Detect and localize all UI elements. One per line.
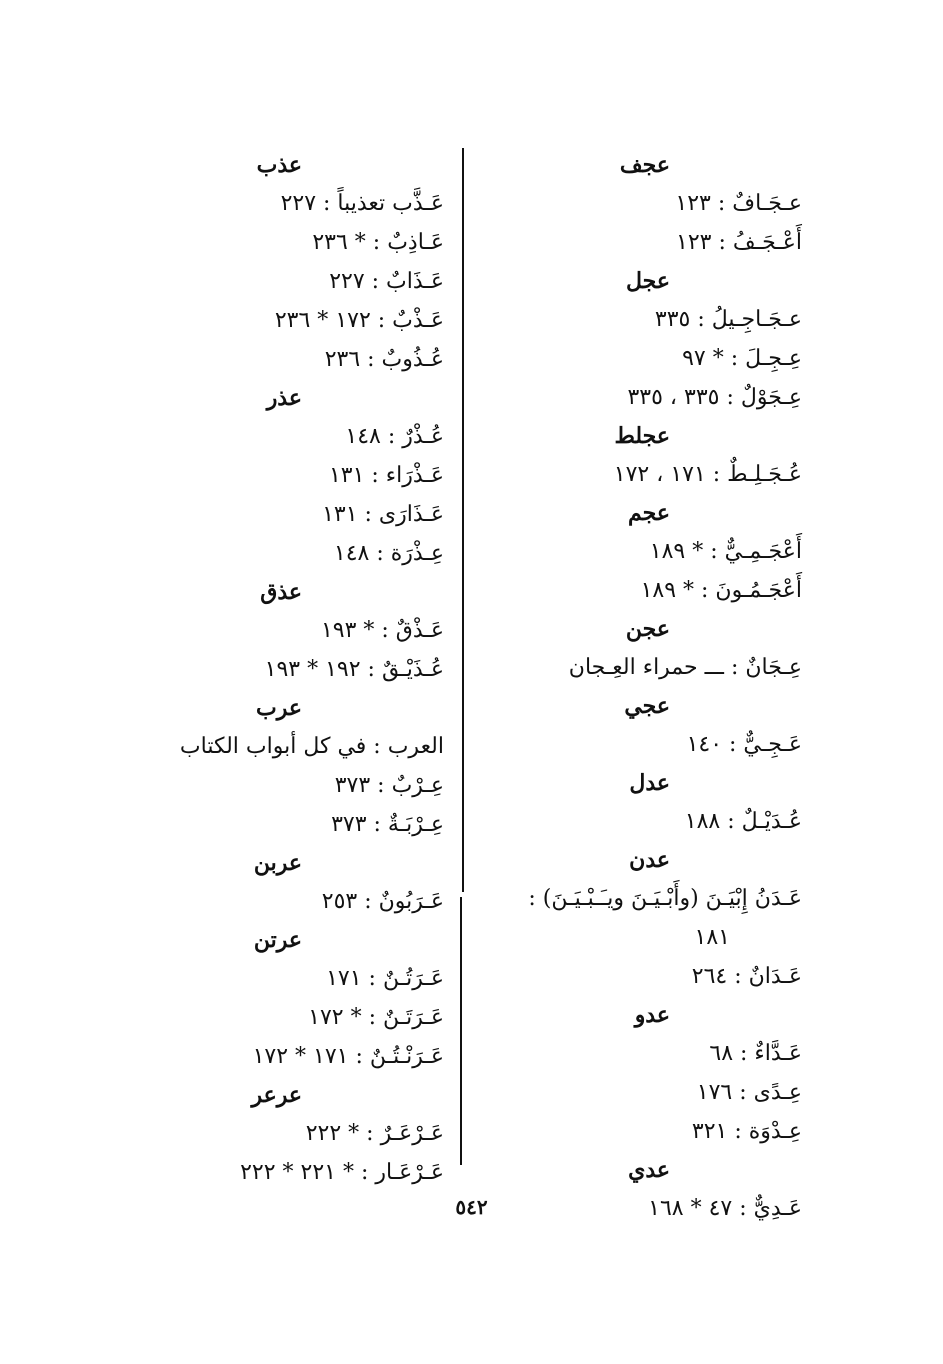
index-entry: عَـرَتُـنٌ : ١٧١ <box>326 966 444 991</box>
index-entry: عِـرْبٌ : ٣٧٣ <box>334 773 444 798</box>
root-heading: عجن <box>625 616 670 642</box>
index-entry: عَـرْعَـار : * ٢٢١ * ٢٢٢ <box>240 1160 444 1185</box>
index-entry: عَـرَتَـنٌ : * ١٧٢ <box>308 1005 444 1030</box>
root-heading: عجل <box>626 268 670 294</box>
root-heading: عرب <box>256 695 302 721</box>
index-entry: أَعْجَـمُـونَ : * ١٨٩ <box>640 578 802 603</box>
root-heading: عذق <box>260 579 302 605</box>
index-entry: عِـجِـلَ : * ٩٧ <box>682 346 802 371</box>
index-entry: عِـرْبَـةٌ : ٣٧٣ <box>331 812 444 837</box>
root-heading: عدن <box>629 847 670 873</box>
page-number: ٥٤٢ <box>455 1195 488 1219</box>
index-entry: أَعْجَـمِـيٌّ : * ١٨٩ <box>649 539 802 564</box>
index-entry: عُـذْرٌ : ١٤٨ <box>345 424 444 449</box>
root-heading: عدي <box>628 1157 670 1183</box>
index-entry: عـجَـاجِـيلُ : ٣٣٥ <box>654 307 802 332</box>
root-heading: عربن <box>253 850 302 876</box>
index-column-left <box>150 146 452 1192</box>
index-entry: أَعْـجَـفُ : ١٢٣ <box>676 230 802 255</box>
index-entry: عِـجَوْلٌ : ٣٣٥ ، ٣٣٥ <box>627 385 802 410</box>
root-heading: عرتن <box>253 927 302 953</box>
index-entry: عِـذْرَة : ١٤٨ <box>333 541 444 566</box>
index-entry: عَـذْرَاء : ١٣١ <box>328 463 444 488</box>
index-entry: عَـدِيٌّ : ٤٧ * ١٦٨ <box>648 1196 802 1221</box>
column-divider-lower <box>460 897 462 1165</box>
index-entry: عَـذَابٌ : ٢٢٧ <box>329 269 444 294</box>
index-entry: عَـذْقٌ : * ١٩٣ <box>320 618 444 643</box>
index-entry: عِـدْوَة : ٣٢١ <box>691 1119 802 1144</box>
index-entry: عَـدَّاءٌ : ٦٨ <box>709 1041 802 1066</box>
index-entry: عَـجِـيٌّ : ١٤٠ <box>686 732 802 757</box>
index-entry: عِـدًى : ١٧٦ <box>696 1080 802 1105</box>
index-entry: عُـذُوبٌ : ٢٣٦ <box>324 347 444 372</box>
root-heading: عدو <box>634 1002 670 1028</box>
index-entry: العرب : في كل أبواب الكتاب <box>179 734 444 759</box>
column-divider-upper <box>462 148 464 892</box>
index-column-right <box>478 146 810 1228</box>
root-heading: عجف <box>619 152 670 178</box>
index-entry: عَـدَنُ إِبْيَـنَ (وأَبْـيَـنَ ويـَـبْـيَـنَ) : <box>528 886 802 911</box>
index-entry: عَـذْبٌ : ١٧٢ * ٢٣٦ <box>274 308 444 333</box>
root-heading: عجم <box>628 500 670 526</box>
index-entry: عُـدَيْـلٌ : ١٨٨ <box>684 809 802 834</box>
entry-continuation: ١٨١ <box>694 925 730 950</box>
root-heading: عجلط <box>614 423 670 449</box>
index-entry: عَـذَّب تعذيباً : ٢٢٧ <box>280 191 444 216</box>
root-heading: عذر <box>266 385 302 411</box>
index-entry: عَـاذِبٌ : * ٢٣٦ <box>312 230 444 255</box>
index-entry: عَـذَارَى : ١٣١ <box>322 502 444 527</box>
index-entry: عَـرْعَـرٌ : * ٢٢٢ <box>305 1121 444 1146</box>
index-entry: عُـجَـلِـطٌ : ١٧١ ، ١٧٢ <box>613 462 802 487</box>
root-heading: عرعر <box>251 1082 302 1108</box>
index-entry: عـجَـافٌ : ١٢٣ <box>675 191 802 216</box>
index-entry: عَـرَبُونٌ : ٢٥٣ <box>321 889 444 914</box>
root-heading: عجي <box>624 693 670 719</box>
index-entry: عَـرَنْـتُـنٌ : ١٧١ * ١٧٢ <box>252 1044 444 1069</box>
index-entry: عُـذَيْـقٌ : ١٩٢ * ١٩٣ <box>264 657 444 682</box>
index-entry: عَـدَانٌ : ٢٦٤ <box>691 964 802 989</box>
root-heading: عذب <box>256 152 302 178</box>
index-entry: عِـجَانٌ : ـــ حمراء العِـجان <box>568 655 802 680</box>
root-heading: عدل <box>629 770 670 796</box>
